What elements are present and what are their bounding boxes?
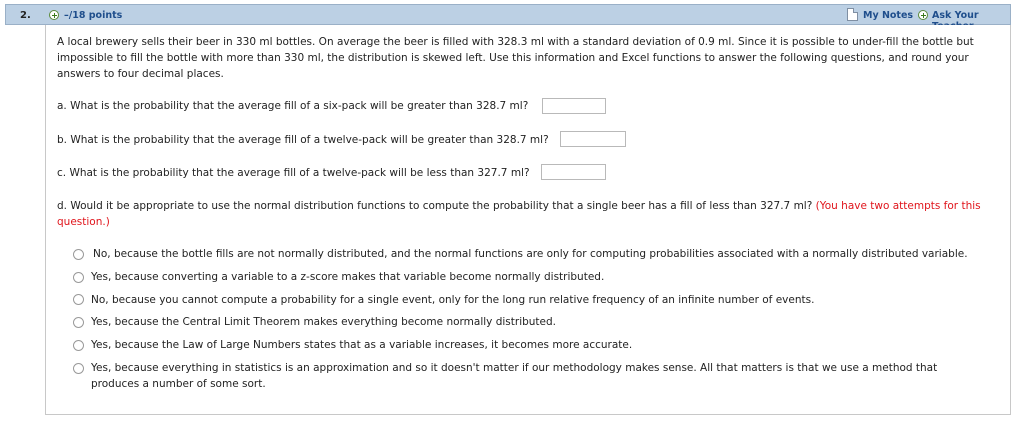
ask-teacher-link[interactable]: Ask Your (932, 10, 979, 21)
question-header (5, 4, 1011, 25)
intro-line-2: impossible to fill the bottle with more than 330 ml, the distribution is skewed left. Use this information and Excel functions to answer the following questions, and round your (57, 52, 969, 64)
part-b-text: b. What is the probability that the average fill of a twelve-pack will be greater than 328.7 ml? (57, 134, 549, 146)
option-6-label[interactable]: Yes, because everything in statistics is an approximation and so it doesn't matter if our methodology makes sense. All that matters is that we use a method that (91, 362, 938, 374)
part-c-text: c. What is the probability that the average fill of a twelve-pack will be less than 327.7 ml? (57, 167, 530, 179)
option-3-radio[interactable] (73, 294, 84, 305)
option-3-label[interactable]: No, because you cannot compute a probability for a single event, only for the long run relative frequency of an infinite number of events. (91, 294, 815, 306)
option-6-label-continued[interactable]: produces a number of some sort. (91, 378, 266, 390)
part-d-question: d. Would it be appropriate to use the normal distribution functions to compute the probability that a single beer has a fill of less than 327.7 ml? (57, 200, 813, 212)
intro-line-1: A local brewery sells their beer in 330 ml bottles. On average the beer is filled with 328.3 ml with a standard deviation of 0.9 ml. Since it is possible to under-fill the bottle but (57, 36, 974, 48)
ask-teacher-plus-icon[interactable] (918, 10, 928, 20)
option-5-radio[interactable] (73, 340, 84, 351)
question-number: 2. (20, 10, 31, 21)
part-b-answer-input[interactable] (560, 131, 626, 147)
note-icon[interactable] (847, 8, 858, 21)
attempts-note: (You have two attempts for this (815, 200, 981, 212)
expand-plus-icon[interactable] (49, 10, 59, 20)
points-label: –/18 points (64, 10, 123, 21)
part-a-text: a. What is the probability that the average fill of a six-pack will be greater than 328.7 ml? (57, 100, 529, 112)
part-d-text (57, 198, 981, 214)
part-a-answer-input[interactable] (542, 98, 606, 114)
option-4-label[interactable]: Yes, because the Central Limit Theorem makes everything become normally distributed. (91, 316, 557, 328)
intro-line-3: answers to four decimal places. (57, 68, 224, 80)
question-body (45, 25, 1011, 415)
option-2-label[interactable]: Yes, because converting a variable to a z-score makes that variable become normally distributed. (91, 271, 605, 283)
option-5-label[interactable]: Yes, because the Law of Large Numbers states that as a variable increases, it becomes more accurate. (91, 339, 633, 351)
my-notes-link[interactable]: My Notes (863, 10, 914, 21)
option-4-radio[interactable] (73, 317, 84, 328)
option-1-label[interactable]: No, because the bottle fills are not normally distributed, and the normal functions are only for computing probabilities associated with a normally distributed variable. (93, 248, 968, 260)
attempts-note-continued: question.) (57, 216, 110, 228)
option-2-radio[interactable] (73, 272, 84, 283)
option-1-radio[interactable] (73, 249, 84, 260)
option-6-radio[interactable] (73, 363, 84, 374)
part-c-answer-input[interactable] (541, 164, 606, 180)
